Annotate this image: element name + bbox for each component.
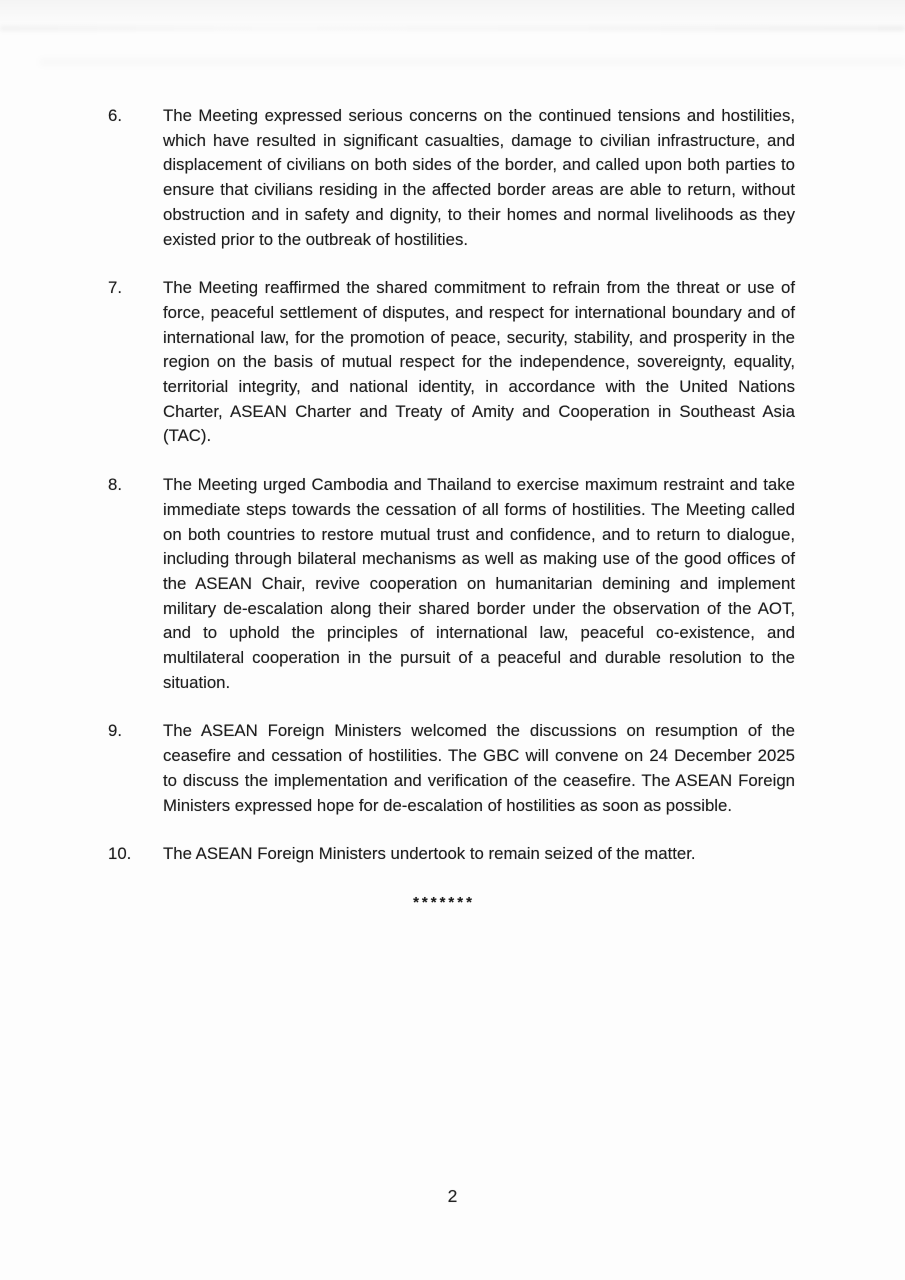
paragraph-10 <box>108 842 795 867</box>
document-body <box>108 104 795 916</box>
asterisk-separator: ******* <box>413 893 475 911</box>
paragraph-9 <box>108 719 795 818</box>
paragraph-7 <box>108 276 795 449</box>
paragraph-6-number: 6. <box>108 106 122 125</box>
paragraph-6 <box>108 104 795 252</box>
paragraph-9-number: 9. <box>108 721 122 741</box>
scan-shadow-line <box>0 26 905 31</box>
paragraph-9-text: The ASEAN Foreign Ministers welcomed the discussions on resumption of the ceasefire and cessation of hostilities. The GBC will convene on 24 December 2025 to discuss the implementation and verification of the ceasefire. The ASEAN Foreign Ministers expressed hope for de-escalation of hostilities as soon as possible. <box>163 721 795 815</box>
paragraph-8-number: 8. <box>108 475 122 495</box>
paragraph-8 <box>108 473 795 695</box>
paragraph-10-number: 10. <box>108 844 132 864</box>
scan-shadow-top <box>0 0 905 34</box>
scan-shadow-smudge <box>40 58 905 66</box>
paragraph-7-text: The Meeting reaffirmed the shared commitment to refrain from the threat or use of force, peaceful settlement of disputes, and respect for international boundary and of international law, for the promotion of peace, security, stability, and prosperity in the region on the basis of mutual respect for the independence, sovereignty, equality, territorial integrity, and national identity, in accordance with the United Nations Charter, ASEAN Charter and Treaty of Amity and Cooperation in Southeast Asia (TAC). <box>163 278 795 446</box>
paragraph-7-number: 7. <box>108 278 122 298</box>
paragraph-10-text: The ASEAN Foreign Ministers undertook to remain seized of the matter. <box>163 844 696 864</box>
page-number: 2 <box>447 1186 458 1206</box>
paragraph-8-text: The Meeting urged Cambodia and Thailand to exercise maximum restraint and take immediate steps towards the cessation of all forms of hostilities. The Meeting called on both countries to restore mutual trust and confidence, and to return to dialogue, including through bilateral mechanisms as well as making use of the good offices of the ASEAN Chair, revive cooperation on humanitarian demining and implement military de-escalation along their shared border under the observation of the AOT, and to uphold the principles of international law, peaceful co-existence, and multilateral cooperation in the pursuit of a peaceful and durable resolution to the situation. <box>163 475 795 692</box>
paragraph-6-text: The Meeting expressed serious concerns on the continued tensions and hostilities, which have resulted in significant casualties, damage to civilian infrastructure, and displacement of civilians on both sides of the border, and called upon both parties to ensure that civilians residing in the affected border areas are able to return, without obstruction and in safety and dignity, to their homes and normal livelihoods as they existed prior to the outbreak of hostilities. <box>163 106 795 249</box>
